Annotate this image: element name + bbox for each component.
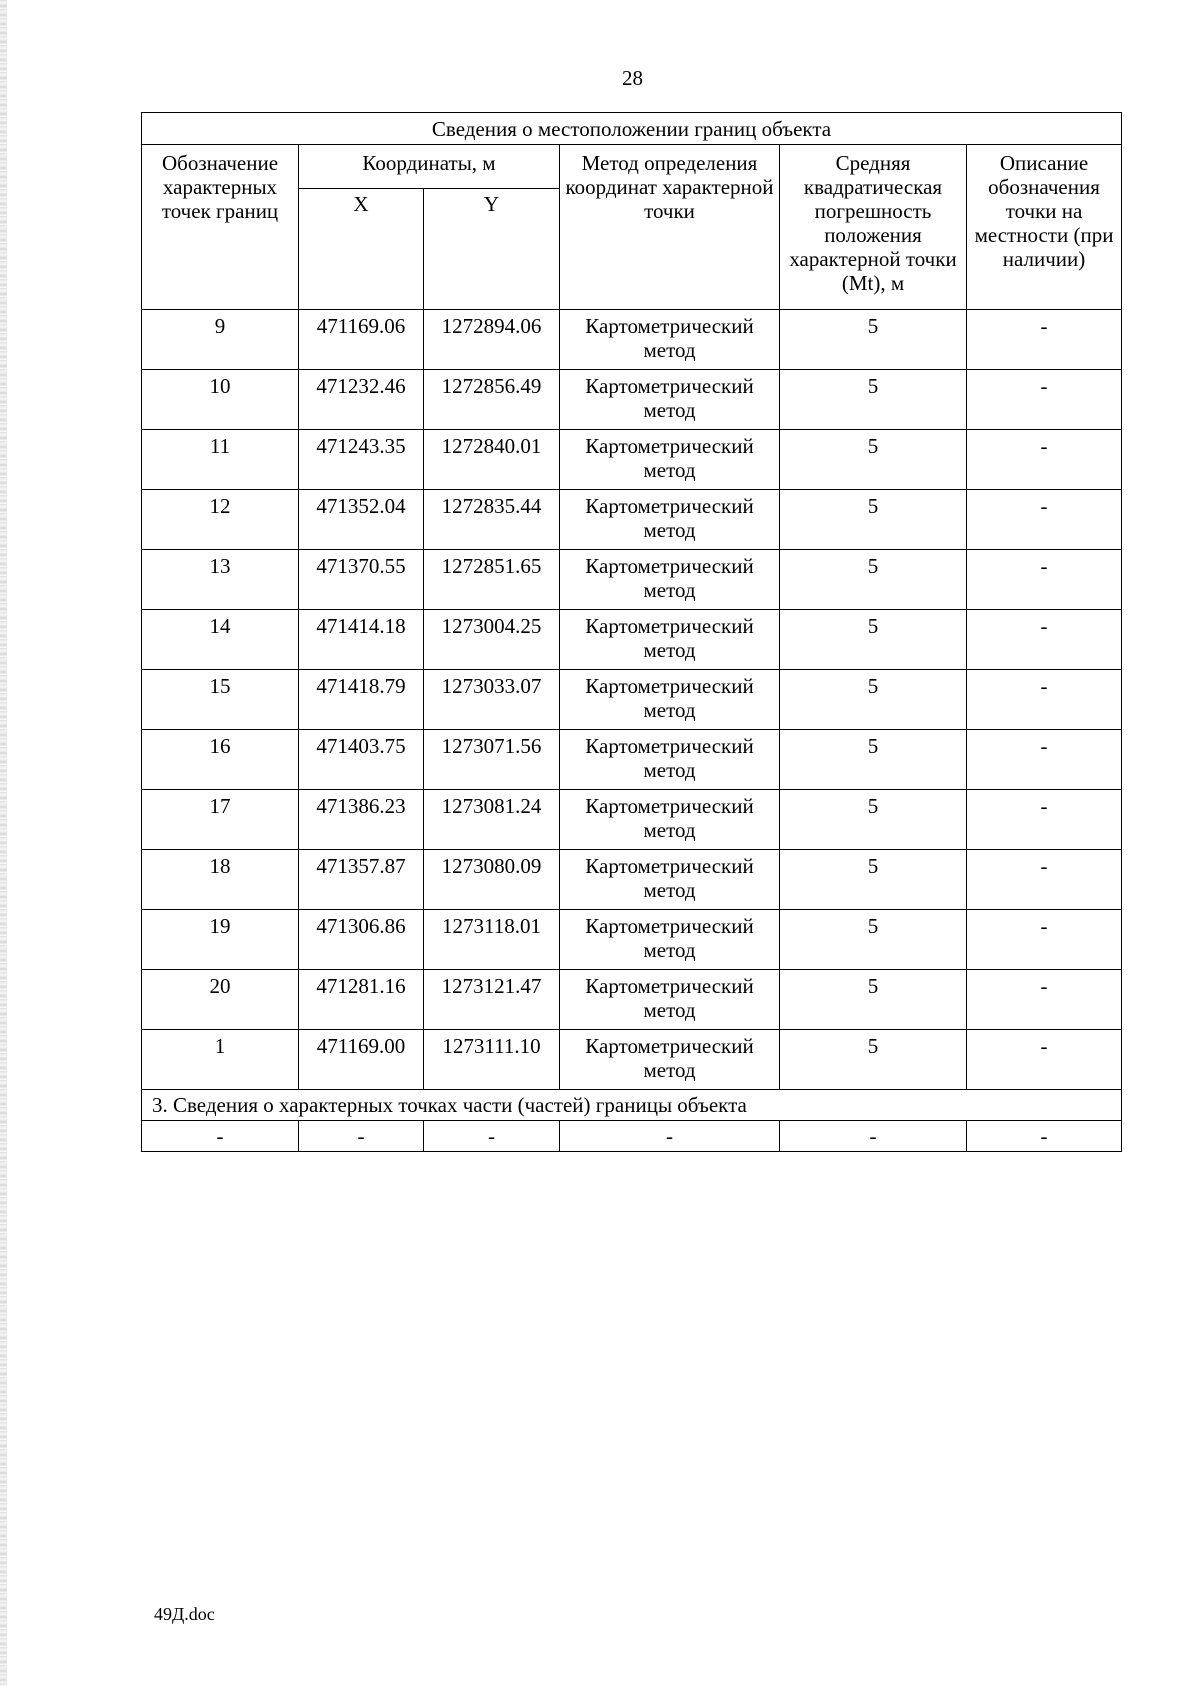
cell-x: 471418.79 [299, 670, 424, 730]
cell-accuracy: 5 [780, 490, 967, 550]
cell-y: 1273071.56 [424, 730, 560, 790]
cell-method: Картометрический метод [560, 310, 780, 370]
header-point-designation: Обозначение характерных точек границ [142, 145, 299, 310]
boundary-coordinates-table [141, 112, 1122, 1152]
table-row [142, 1030, 1122, 1090]
table-row [142, 970, 1122, 1030]
cell-x: 471386.23 [299, 790, 424, 850]
cell-point: 13 [142, 550, 299, 610]
cell-x: 471352.04 [299, 490, 424, 550]
scan-edge-artifact [0, 0, 7, 1686]
empty-cell: - [299, 1121, 424, 1152]
table-row [142, 910, 1122, 970]
cell-description: - [967, 430, 1122, 490]
table-row [142, 850, 1122, 910]
cell-point: 18 [142, 850, 299, 910]
cell-x: 471403.75 [299, 730, 424, 790]
cell-method: Картометрический метод [560, 1030, 780, 1090]
empty-cell: - [967, 1121, 1122, 1152]
cell-point: 19 [142, 910, 299, 970]
cell-y: 1273004.25 [424, 610, 560, 670]
empty-cell: - [142, 1121, 299, 1152]
cell-accuracy: 5 [780, 850, 967, 910]
cell-accuracy: 5 [780, 730, 967, 790]
cell-accuracy: 5 [780, 1030, 967, 1090]
cell-y: 1272840.01 [424, 430, 560, 490]
cell-y: 1273118.01 [424, 910, 560, 970]
cell-accuracy: 5 [780, 550, 967, 610]
section-3-empty-row [142, 1121, 1122, 1152]
header-coordinates: Координаты, м [299, 145, 560, 189]
cell-point: 16 [142, 730, 299, 790]
section-3-row [142, 1090, 1122, 1121]
cell-x: 471232.46 [299, 370, 424, 430]
table-row [142, 550, 1122, 610]
cell-x: 471414.18 [299, 610, 424, 670]
cell-method: Картометрический метод [560, 730, 780, 790]
cell-x: 471169.00 [299, 1030, 424, 1090]
cell-description: - [967, 310, 1122, 370]
cell-point: 17 [142, 790, 299, 850]
cell-point: 10 [142, 370, 299, 430]
header-accuracy: Средняя квадратическая погрешность положения характерной точки (Mt), м [780, 145, 967, 310]
table-row [142, 490, 1122, 550]
header-description: Описание обозначения точки на местности (при наличии) [967, 145, 1122, 310]
cell-point: 14 [142, 610, 299, 670]
cell-description: - [967, 730, 1122, 790]
empty-cell: - [424, 1121, 560, 1152]
cell-accuracy: 5 [780, 370, 967, 430]
table-row [142, 430, 1122, 490]
cell-method: Картометрический метод [560, 610, 780, 670]
cell-method: Картометрический метод [560, 850, 780, 910]
cell-description: - [967, 550, 1122, 610]
cell-method: Картометрический метод [560, 790, 780, 850]
cell-y: 1272894.06 [424, 310, 560, 370]
cell-point: 9 [142, 310, 299, 370]
empty-cell: - [560, 1121, 780, 1152]
cell-y: 1272856.49 [424, 370, 560, 430]
cell-x: 471169.06 [299, 310, 424, 370]
cell-method: Картометрический метод [560, 670, 780, 730]
page-number: 28 [622, 66, 643, 90]
table-row [142, 670, 1122, 730]
cell-y: 1273121.47 [424, 970, 560, 1030]
cell-accuracy: 5 [780, 430, 967, 490]
cell-point: 11 [142, 430, 299, 490]
cell-y: 1273080.09 [424, 850, 560, 910]
cell-description: - [967, 370, 1122, 430]
cell-accuracy: 5 [780, 790, 967, 850]
cell-description: - [967, 490, 1122, 550]
cell-y: 1273111.10 [424, 1030, 560, 1090]
cell-x: 471306.86 [299, 910, 424, 970]
cell-method: Картометрический метод [560, 490, 780, 550]
cell-accuracy: 5 [780, 910, 967, 970]
cell-point: 15 [142, 670, 299, 730]
header-row-1 [142, 145, 1122, 189]
cell-description: - [967, 790, 1122, 850]
empty-cell: - [780, 1121, 967, 1152]
cell-method: Картометрический метод [560, 970, 780, 1030]
section-3-title: 3. Сведения о характерных точках части (частей) границы объекта [142, 1090, 1122, 1121]
table-title-row [142, 113, 1122, 145]
header-method: Метод определения координат характерной точки [560, 145, 780, 310]
cell-description: - [967, 970, 1122, 1030]
cell-method: Картометрический метод [560, 910, 780, 970]
table-row [142, 310, 1122, 370]
cell-accuracy: 5 [780, 970, 967, 1030]
header-y: Y [424, 189, 560, 310]
cell-accuracy: 5 [780, 610, 967, 670]
cell-description: - [967, 610, 1122, 670]
table-title: Сведения о местоположении границ объекта [142, 113, 1122, 145]
cell-method: Картометрический метод [560, 550, 780, 610]
cell-x: 471370.55 [299, 550, 424, 610]
cell-accuracy: 5 [780, 310, 967, 370]
table-row [142, 790, 1122, 850]
table-row [142, 370, 1122, 430]
cell-point: 1 [142, 1030, 299, 1090]
table-row [142, 610, 1122, 670]
document-filename: 49Д.doc [154, 1604, 215, 1624]
cell-x: 471243.35 [299, 430, 424, 490]
cell-point: 12 [142, 490, 299, 550]
cell-y: 1272851.65 [424, 550, 560, 610]
cell-y: 1273033.07 [424, 670, 560, 730]
cell-description: - [967, 670, 1122, 730]
cell-method: Картометрический метод [560, 430, 780, 490]
cell-description: - [967, 850, 1122, 910]
cell-y: 1272835.44 [424, 490, 560, 550]
cell-y: 1273081.24 [424, 790, 560, 850]
cell-method: Картометрический метод [560, 370, 780, 430]
header-x: X [299, 189, 424, 310]
cell-description: - [967, 1030, 1122, 1090]
table-row [142, 730, 1122, 790]
cell-x: 471281.16 [299, 970, 424, 1030]
cell-accuracy: 5 [780, 670, 967, 730]
cell-x: 471357.87 [299, 850, 424, 910]
cell-description: - [967, 910, 1122, 970]
cell-point: 20 [142, 970, 299, 1030]
